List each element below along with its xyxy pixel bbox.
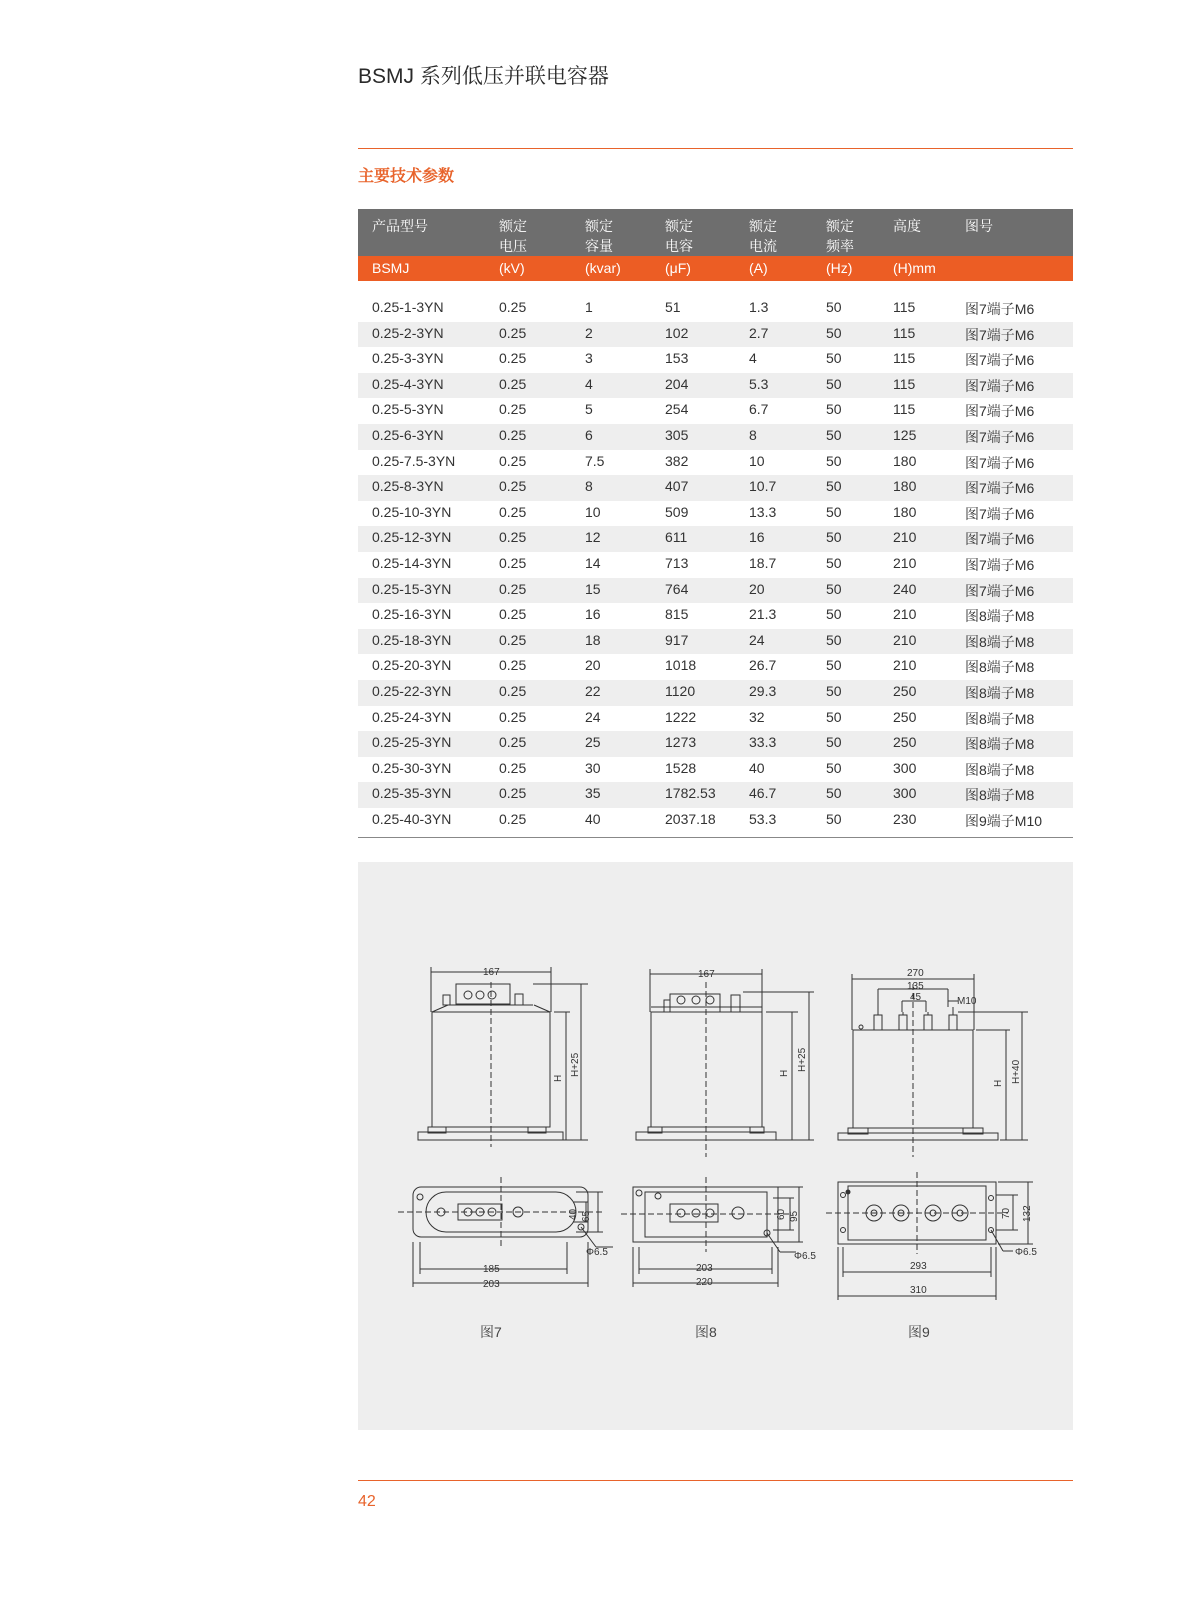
fig8-caption: 图8 bbox=[695, 1324, 717, 1340]
fig7-dim-d2: 65 bbox=[581, 1210, 592, 1222]
cell-frequency: 50 bbox=[826, 554, 842, 571]
cell-capacitance: 1273 bbox=[665, 734, 697, 751]
cell-model: 0.25-30-3YN bbox=[372, 759, 452, 776]
cell-current: 24 bbox=[749, 631, 765, 648]
cell-capacitance: 1528 bbox=[665, 759, 697, 776]
cell-capacity: 24 bbox=[585, 708, 601, 725]
cell-frequency: 50 bbox=[826, 708, 842, 725]
cell-current: 29.3 bbox=[749, 682, 777, 699]
cell-height: 250 bbox=[893, 682, 917, 699]
cell-model: 0.25-8-3YN bbox=[372, 478, 444, 495]
header-model: 产品型号 bbox=[372, 218, 428, 234]
cell-frequency: 50 bbox=[826, 324, 842, 341]
cell-voltage: 0.25 bbox=[499, 708, 527, 725]
cell-model: 0.25-3-3YN bbox=[372, 350, 444, 367]
cell-voltage: 0.25 bbox=[499, 426, 527, 443]
cell-capacity: 35 bbox=[585, 785, 601, 802]
header-capacity: 额定 容量 bbox=[585, 218, 613, 254]
cell-height: 240 bbox=[893, 580, 917, 597]
cell-capacity: 6 bbox=[585, 426, 593, 443]
cell-capacity: 3 bbox=[585, 350, 593, 367]
table-unit-row bbox=[358, 256, 1073, 281]
cell-model: 0.25-20-3YN bbox=[372, 657, 452, 674]
table-row bbox=[358, 373, 1073, 399]
fig8-dim-d1: 60 bbox=[776, 1208, 787, 1220]
table-row bbox=[358, 450, 1073, 476]
cell-frequency: 50 bbox=[826, 759, 842, 776]
fig9-dim-pitch2: 45 bbox=[910, 992, 922, 1003]
cell-capacitance: 204 bbox=[665, 375, 689, 392]
table-row bbox=[358, 296, 1073, 322]
cell-voltage: 0.25 bbox=[499, 682, 527, 699]
fig7-dim-total-width: 203 bbox=[483, 1279, 500, 1290]
cell-voltage: 0.25 bbox=[499, 810, 527, 827]
cell-capacity: 8 bbox=[585, 478, 593, 495]
cell-voltage: 0.25 bbox=[499, 580, 527, 597]
cell-model: 0.25-25-3YN bbox=[372, 734, 452, 751]
unit-voltage: (kV) bbox=[499, 260, 525, 276]
cell-height: 250 bbox=[893, 734, 917, 751]
table-row bbox=[358, 347, 1073, 373]
cell-current: 33.3 bbox=[749, 734, 777, 751]
table-row bbox=[358, 424, 1073, 450]
cell-capacitance: 1222 bbox=[665, 708, 697, 725]
cell-height: 180 bbox=[893, 503, 917, 520]
fig8-dim-width: 167 bbox=[698, 969, 715, 980]
fig7-dim-h: H bbox=[553, 1074, 564, 1082]
cell-capacity: 16 bbox=[585, 606, 601, 623]
fig9-dim-d1: 70 bbox=[1001, 1207, 1012, 1219]
header-figure: 图号 bbox=[965, 218, 993, 234]
cell-figure: 图8端子M8 bbox=[965, 608, 1035, 625]
cell-height: 115 bbox=[893, 324, 916, 341]
cell-height: 115 bbox=[893, 299, 916, 315]
cell-current: 21.3 bbox=[749, 606, 777, 623]
fig7-dim-width: 167 bbox=[483, 967, 500, 978]
cell-model: 0.25-7.5-3YN bbox=[372, 452, 456, 469]
cell-capacity: 14 bbox=[585, 554, 601, 571]
fig7-dim-h-total: H+25 bbox=[570, 1052, 581, 1077]
cell-height: 115 bbox=[893, 375, 916, 392]
fig8-side-view bbox=[636, 969, 814, 1157]
cell-capacity: 12 bbox=[585, 529, 601, 546]
fig9-caption: 图9 bbox=[908, 1324, 930, 1340]
fig9-dim-h-total: H+40 bbox=[1011, 1059, 1022, 1084]
cell-current: 16 bbox=[749, 529, 765, 546]
fig9-dim-hole: Φ6.5 bbox=[1015, 1247, 1037, 1258]
cell-figure: 图7端子M6 bbox=[965, 582, 1035, 599]
fig9-dim-width: 270 bbox=[907, 968, 924, 979]
cell-capacitance: 764 bbox=[665, 580, 689, 597]
table-row bbox=[358, 706, 1073, 732]
fig8-dim-total-width: 220 bbox=[696, 1277, 713, 1288]
unit-model: BSMJ bbox=[372, 260, 410, 276]
table-row bbox=[358, 757, 1073, 783]
cell-frequency: 50 bbox=[826, 478, 842, 495]
document-title: BSMJ 系列低压并联电容器 bbox=[358, 65, 609, 88]
cell-capacitance: 1782.53 bbox=[665, 785, 716, 802]
cell-voltage: 0.25 bbox=[499, 631, 527, 648]
cell-model: 0.25-24-3YN bbox=[372, 708, 452, 725]
cell-figure: 图8端子M8 bbox=[965, 659, 1035, 676]
cell-height: 250 bbox=[893, 708, 917, 725]
cell-current: 5.3 bbox=[749, 375, 769, 392]
cell-current: 18.7 bbox=[749, 554, 777, 571]
cell-height: 210 bbox=[893, 631, 917, 648]
cell-voltage: 0.25 bbox=[499, 606, 527, 623]
cell-model: 0.25-22-3YN bbox=[372, 682, 452, 699]
page-number: 42 bbox=[358, 1493, 376, 1510]
table-row bbox=[358, 680, 1073, 706]
cell-frequency: 50 bbox=[826, 580, 842, 597]
cell-capacity: 4 bbox=[585, 375, 593, 392]
cell-capacitance: 407 bbox=[665, 478, 689, 495]
cell-voltage: 0.25 bbox=[499, 657, 527, 674]
cell-current: 32 bbox=[749, 708, 765, 725]
cell-capacity: 20 bbox=[585, 657, 601, 674]
cell-voltage: 0.25 bbox=[499, 554, 527, 571]
cell-frequency: 50 bbox=[826, 299, 842, 315]
cell-capacity: 40 bbox=[585, 810, 601, 827]
cell-voltage: 0.25 bbox=[499, 452, 527, 469]
cell-figure: 图7端子M6 bbox=[965, 403, 1035, 420]
cell-capacitance: 254 bbox=[665, 401, 689, 418]
unit-capacitance: (μF) bbox=[665, 260, 691, 276]
cell-frequency: 50 bbox=[826, 452, 842, 469]
cell-frequency: 50 bbox=[826, 375, 842, 392]
table-row bbox=[358, 629, 1073, 655]
cell-voltage: 0.25 bbox=[499, 759, 527, 776]
cell-current: 26.7 bbox=[749, 657, 777, 674]
cell-height: 180 bbox=[893, 452, 917, 469]
cell-frequency: 50 bbox=[826, 657, 842, 674]
cell-current: 13.3 bbox=[749, 503, 777, 520]
header-voltage: 额定 电压 bbox=[499, 218, 527, 254]
unit-current: (A) bbox=[749, 260, 768, 276]
cell-current: 10 bbox=[749, 452, 765, 469]
cell-figure: 图8端子M8 bbox=[965, 684, 1035, 701]
cell-height: 180 bbox=[893, 478, 917, 495]
table-row bbox=[358, 501, 1073, 527]
cell-figure: 图7端子M6 bbox=[965, 454, 1035, 471]
fig9-top-view bbox=[826, 1172, 1033, 1300]
cell-model: 0.25-6-3YN bbox=[372, 426, 444, 443]
cell-figure: 图8端子M8 bbox=[965, 787, 1035, 804]
table-bottom-rule bbox=[358, 837, 1073, 838]
cell-capacity: 1 bbox=[585, 299, 593, 315]
cell-voltage: 0.25 bbox=[499, 478, 527, 495]
cell-height: 230 bbox=[893, 810, 917, 827]
table-row bbox=[358, 782, 1073, 808]
cell-current: 6.7 bbox=[749, 401, 769, 418]
cell-capacitance: 1120 bbox=[665, 682, 696, 699]
cell-height: 125 bbox=[893, 426, 917, 443]
cell-frequency: 50 bbox=[826, 350, 842, 367]
section-title: 主要技术参数 bbox=[358, 168, 455, 185]
cell-current: 4 bbox=[749, 350, 757, 367]
fig9-side-view bbox=[838, 974, 1028, 1157]
cell-capacity: 25 bbox=[585, 734, 601, 751]
table-row bbox=[358, 808, 1073, 834]
cell-model: 0.25-15-3YN bbox=[372, 580, 452, 597]
table-header bbox=[358, 209, 1073, 256]
cell-frequency: 50 bbox=[826, 606, 842, 623]
cell-model: 0.25-14-3YN bbox=[372, 554, 452, 571]
figure-panel bbox=[358, 862, 1073, 1430]
cell-current: 1.3 bbox=[749, 299, 769, 315]
unit-capacity: (kvar) bbox=[585, 260, 621, 276]
cell-model: 0.25-12-3YN bbox=[372, 529, 452, 546]
cell-height: 300 bbox=[893, 785, 917, 802]
cell-model: 0.25-16-3YN bbox=[372, 606, 452, 623]
cell-voltage: 0.25 bbox=[499, 503, 527, 520]
cell-height: 210 bbox=[893, 554, 917, 571]
cell-capacitance: 713 bbox=[665, 554, 689, 571]
cell-figure: 图7端子M6 bbox=[965, 377, 1035, 394]
table-row bbox=[358, 526, 1073, 552]
unit-height: (H)mm bbox=[893, 260, 936, 276]
cell-frequency: 50 bbox=[826, 631, 842, 648]
cell-figure: 图7端子M6 bbox=[965, 556, 1035, 573]
fig7-side-view bbox=[418, 967, 588, 1147]
table-row bbox=[358, 731, 1073, 757]
table-row bbox=[358, 578, 1073, 604]
fig8-dim-d2: 95 bbox=[789, 1210, 800, 1222]
cell-model: 0.25-2-3YN bbox=[372, 324, 444, 341]
cell-current: 2.7 bbox=[749, 324, 769, 341]
cell-capacity: 30 bbox=[585, 759, 601, 776]
cell-voltage: 0.25 bbox=[499, 299, 527, 315]
cell-figure: 图8端子M8 bbox=[965, 736, 1035, 753]
dimension-drawings bbox=[358, 862, 1073, 1430]
cell-voltage: 0.25 bbox=[499, 375, 527, 392]
cell-capacitance: 509 bbox=[665, 503, 689, 520]
fig9-dim-d2: 132 bbox=[1022, 1205, 1033, 1222]
cell-voltage: 0.25 bbox=[499, 401, 527, 418]
cell-model: 0.25-1-3YN bbox=[372, 299, 444, 315]
cell-frequency: 50 bbox=[826, 734, 842, 751]
header-frequency: 额定 频率 bbox=[826, 218, 854, 254]
cell-frequency: 50 bbox=[826, 682, 842, 699]
cell-figure: 图7端子M6 bbox=[965, 326, 1035, 343]
cell-model: 0.25-5-3YN bbox=[372, 401, 444, 418]
table-row bbox=[358, 398, 1073, 424]
cell-figure: 图9端子M10 bbox=[965, 812, 1043, 829]
cell-capacitance: 917 bbox=[665, 631, 689, 648]
cell-frequency: 50 bbox=[826, 529, 842, 546]
cell-figure: 图7端子M6 bbox=[965, 352, 1035, 369]
top-divider bbox=[358, 148, 1073, 149]
header-height: 高度 bbox=[893, 218, 921, 234]
cell-capacity: 15 bbox=[585, 580, 601, 597]
cell-capacitance: 51 bbox=[665, 299, 681, 315]
cell-current: 20 bbox=[749, 580, 765, 597]
table-row bbox=[358, 552, 1073, 578]
table-row bbox=[358, 654, 1073, 680]
cell-voltage: 0.25 bbox=[499, 785, 527, 802]
cell-voltage: 0.25 bbox=[499, 350, 527, 367]
cell-figure: 图7端子M6 bbox=[965, 505, 1035, 522]
cell-capacity: 10 bbox=[585, 503, 601, 520]
cell-frequency: 50 bbox=[826, 810, 842, 827]
cell-current: 10.7 bbox=[749, 478, 777, 495]
cell-capacity: 18 bbox=[585, 631, 601, 648]
cell-height: 210 bbox=[893, 657, 917, 674]
fig8-dim-h: H bbox=[779, 1069, 790, 1077]
cell-current: 53.3 bbox=[749, 810, 777, 827]
unit-frequency: (Hz) bbox=[826, 260, 853, 276]
fig7-caption: 图7 bbox=[480, 1324, 502, 1340]
cell-frequency: 50 bbox=[826, 401, 842, 418]
cell-height: 210 bbox=[893, 529, 917, 546]
cell-capacity: 2 bbox=[585, 324, 593, 341]
cell-model: 0.25-18-3YN bbox=[372, 631, 452, 648]
cell-voltage: 0.25 bbox=[499, 529, 527, 546]
cell-capacity: 7.5 bbox=[585, 452, 605, 469]
fig8-dim-hole: Φ6.5 bbox=[794, 1251, 816, 1262]
fig8-dim-hole-width: 203 bbox=[696, 1263, 713, 1274]
cell-height: 300 bbox=[893, 759, 917, 776]
cell-capacitance: 2037.18 bbox=[665, 810, 716, 827]
cell-figure: 图7端子M6 bbox=[965, 531, 1035, 548]
cell-model: 0.25-40-3YN bbox=[372, 810, 452, 827]
cell-model: 0.25-35-3YN bbox=[372, 785, 452, 802]
cell-capacitance: 1018 bbox=[665, 657, 697, 674]
bottom-divider bbox=[358, 1480, 1073, 1481]
cell-capacitance: 102 bbox=[665, 324, 689, 341]
cell-figure: 图8端子M8 bbox=[965, 633, 1035, 650]
cell-current: 8 bbox=[749, 426, 757, 443]
cell-figure: 图7端子M6 bbox=[965, 428, 1035, 445]
cell-model: 0.25-10-3YN bbox=[372, 503, 452, 520]
fig7-dim-d1: 40 bbox=[568, 1208, 579, 1220]
cell-voltage: 0.25 bbox=[499, 734, 527, 751]
cell-current: 46.7 bbox=[749, 785, 777, 802]
table-body bbox=[358, 296, 1073, 833]
cell-frequency: 50 bbox=[826, 426, 842, 443]
cell-current: 40 bbox=[749, 759, 765, 776]
fig9-dim-hole-width: 293 bbox=[910, 1261, 927, 1272]
cell-capacitance: 815 bbox=[665, 606, 689, 623]
fig7-dim-hole-width: 185 bbox=[483, 1264, 500, 1275]
table-row bbox=[358, 322, 1073, 348]
cell-figure: 图8端子M8 bbox=[965, 761, 1035, 778]
cell-capacitance: 611 bbox=[665, 529, 688, 546]
cell-model: 0.25-4-3YN bbox=[372, 375, 444, 392]
cell-frequency: 50 bbox=[826, 785, 842, 802]
header-current: 额定 电流 bbox=[749, 218, 777, 254]
header-capacitance: 额定 电容 bbox=[665, 218, 693, 254]
table-row bbox=[358, 603, 1073, 629]
fig9-dim-pitch1: 135 bbox=[907, 981, 924, 992]
fig9-dim-total-width: 310 bbox=[910, 1285, 927, 1296]
fig7-dim-hole: Φ6.5 bbox=[586, 1247, 608, 1258]
cell-height: 115 bbox=[893, 350, 916, 367]
cell-capacitance: 382 bbox=[665, 452, 689, 469]
table-row bbox=[358, 475, 1073, 501]
cell-figure: 图8端子M8 bbox=[965, 710, 1035, 727]
cell-frequency: 50 bbox=[826, 503, 842, 520]
cell-capacitance: 305 bbox=[665, 426, 689, 443]
fig7-top-view bbox=[398, 1177, 613, 1287]
cell-voltage: 0.25 bbox=[499, 324, 527, 341]
fig9-dim-h: H bbox=[993, 1079, 1004, 1087]
fig9-dim-terminal: M10 bbox=[957, 996, 977, 1007]
cell-capacitance: 153 bbox=[665, 350, 689, 367]
cell-capacity: 22 bbox=[585, 682, 601, 699]
fig8-dim-h-total: H+25 bbox=[797, 1047, 808, 1072]
cell-height: 115 bbox=[893, 401, 916, 418]
cell-capacity: 5 bbox=[585, 401, 593, 418]
cell-height: 210 bbox=[893, 606, 917, 623]
cell-figure: 图7端子M6 bbox=[965, 301, 1035, 317]
cell-figure: 图7端子M6 bbox=[965, 480, 1035, 497]
